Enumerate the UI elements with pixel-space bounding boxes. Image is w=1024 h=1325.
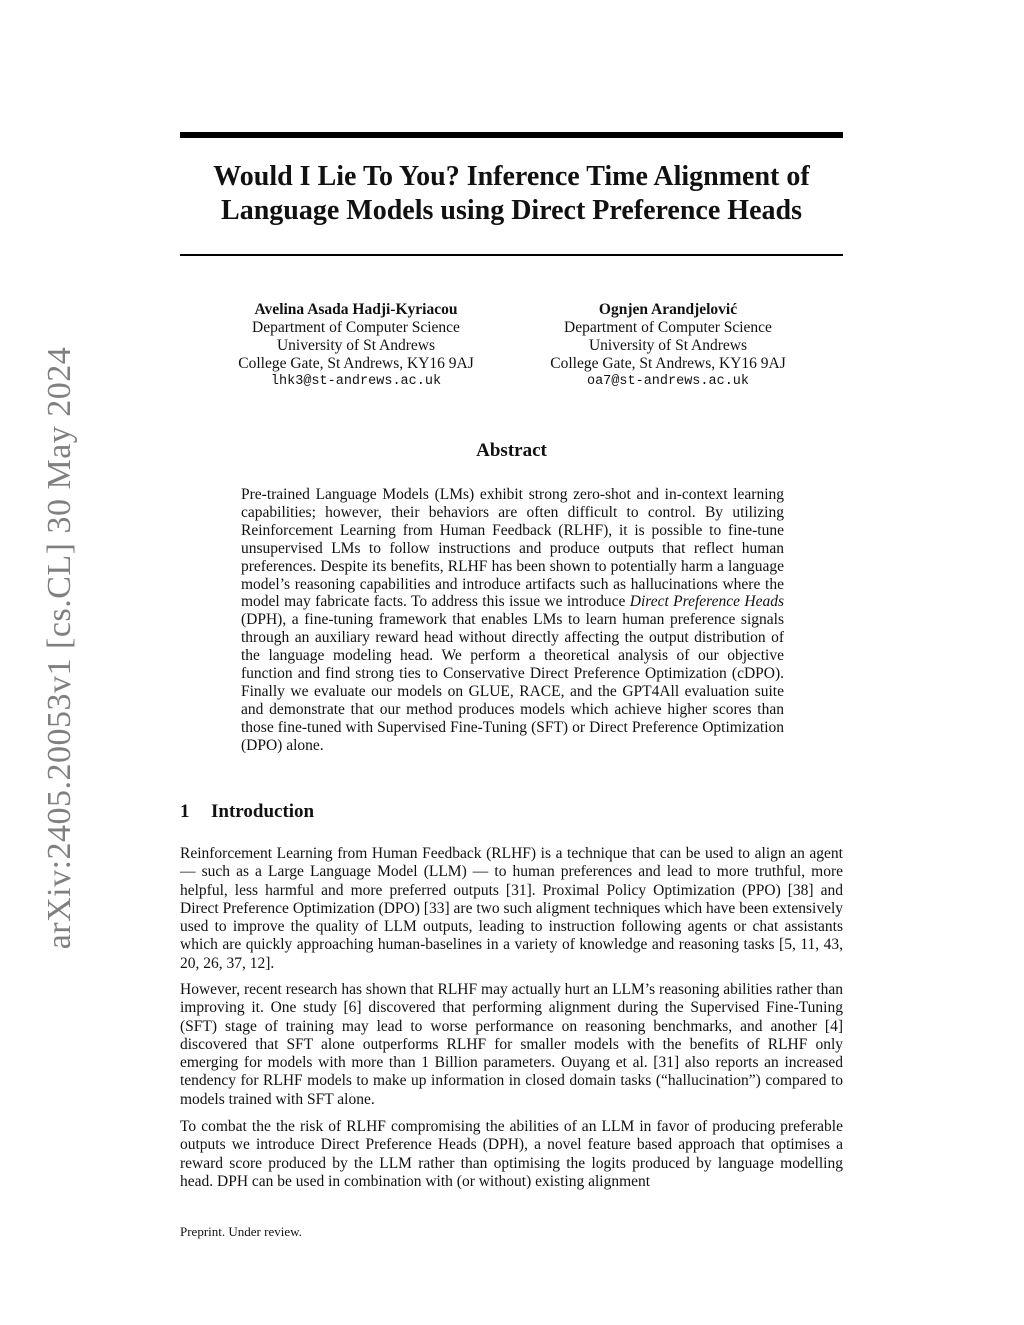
title-line-2: Language Models using Direct Preference Heads xyxy=(221,195,802,226)
author-department: Department of Computer Science xyxy=(252,319,460,336)
title-line-1: Would I Lie To You? Inference Time Alignment of xyxy=(213,161,810,192)
abstract-text-part-1: Pre-trained Language Models (LMs) exhibit strong zero-shot and in-context learning capabilities; however, their behaviors are often difficult to control. By utilizing Reinforcement Learning from Human Feedback (RLHF), it is possible to fine-tune unsupervised LMs to follow instructions and produce outputs that reflect human preferences. Despite its benefits, RLHF has been shown to potentially harm a language model’s reasoning capabilities and introduce artifacts such as hallucinations where the model may fabricate facts. To address this issue we introduce xyxy=(241,486,784,611)
author-email[interactable]: lhk3@st-andrews.ac.uk xyxy=(270,374,442,389)
author-email[interactable]: oa7@st-andrews.ac.uk xyxy=(586,374,750,389)
paper-title xyxy=(180,160,843,228)
section-number: 1 xyxy=(180,801,190,822)
author-university: University of St Andrews xyxy=(588,337,747,354)
author-department: Department of Computer Science xyxy=(564,319,772,336)
abstract-text-part-2: (DPH), a fine-tuning framework that enables LMs to learn human preference signals through an auxiliary reward head without directly affecting the output distribution of the language modeling head. We perform a theoretical analysis of our objective function and find strong ties to Conservative Direct Preference Optimization (cDPO). Finally we evaluate our models on GLUE, RACE, and the GPT4All evaluation suite and demonstrate that our method produces models which achieve higher scores than those fine-tuned with Supervised Fine-Tuning (SFT) or Direct Preference Optimization (DPO) alone. xyxy=(241,611,784,754)
paragraph: To combat the the risk of RLHF compromising the abilities of an LLM in favor of producing preferable outputs we introduce Direct Preference Heads (DPH), a novel feature based approach that optimises a reward score produced by the LLM rather than optimising the logits produced by language modelling head. DPH can be used in combination with (or without) existing alignment xyxy=(180,1118,843,1190)
author-block xyxy=(180,301,843,401)
abstract-heading: Abstract xyxy=(476,440,547,461)
author-university: University of St Andrews xyxy=(276,337,435,354)
section-title: Introduction xyxy=(211,801,315,822)
title-bottom-rule xyxy=(180,254,843,256)
paragraph: Reinforcement Learning from Human Feedback (RLHF) is a technique that can be used to align an agent — such as a Large Language Model (LLM) — to human preferences and lead to more truthful, more helpful, less harmful and more preferred outputs [31]. Proximal Policy Optimization (PPO) [38] and Direct Preference Optimization (DPO) [33] are two such aligment techniques which have been extensively used to improve the quality of LLM outputs, leading to instruction following agents or chat assistants which are quickly approaching human-baselines in a variety of knowledge and reasoning tasks [5, 11, 43, 20, 26, 37, 12]. xyxy=(180,845,843,972)
abstract-emphasis: Direct Preference Heads xyxy=(629,593,784,611)
section-heading-introduction xyxy=(180,801,314,823)
author-name: Avelina Asada Hadji-Kyriacou xyxy=(254,301,458,318)
author-1 xyxy=(206,301,506,391)
paragraph: However, recent research has shown that RLHF may actually hurt an LLM’s reasoning abilities rather than improving it. One study [6] discovered that performing alignment during the Supervised Fine-Tuning (SFT) stage of training may lead to worse performance on reasoning benchmarks, and another [4] discovered that SFT alone outperforms RLHF for smaller models with the benefits of RLHF only emerging for models with more than 1 Billion parameters. Ouyang et al. [31] also reports an increased tendency for RLHF models to make up information in closed domain tasks (“hallucination”) compared to models trained with SFT alone. xyxy=(180,981,843,1108)
title-top-rule xyxy=(180,132,843,138)
author-2 xyxy=(518,301,818,391)
abstract-text xyxy=(241,486,784,755)
arxiv-identifier-stamp: arXiv:2405.20053v1 [cs.CL] 30 May 2024 xyxy=(41,346,78,950)
page-footer: Preprint. Under review. xyxy=(180,1224,302,1239)
author-name: Ognjen Arandjelović xyxy=(598,301,738,318)
author-address: College Gate, St Andrews, KY16 9AJ xyxy=(550,355,786,372)
author-address: College Gate, St Andrews, KY16 9AJ xyxy=(238,355,474,372)
